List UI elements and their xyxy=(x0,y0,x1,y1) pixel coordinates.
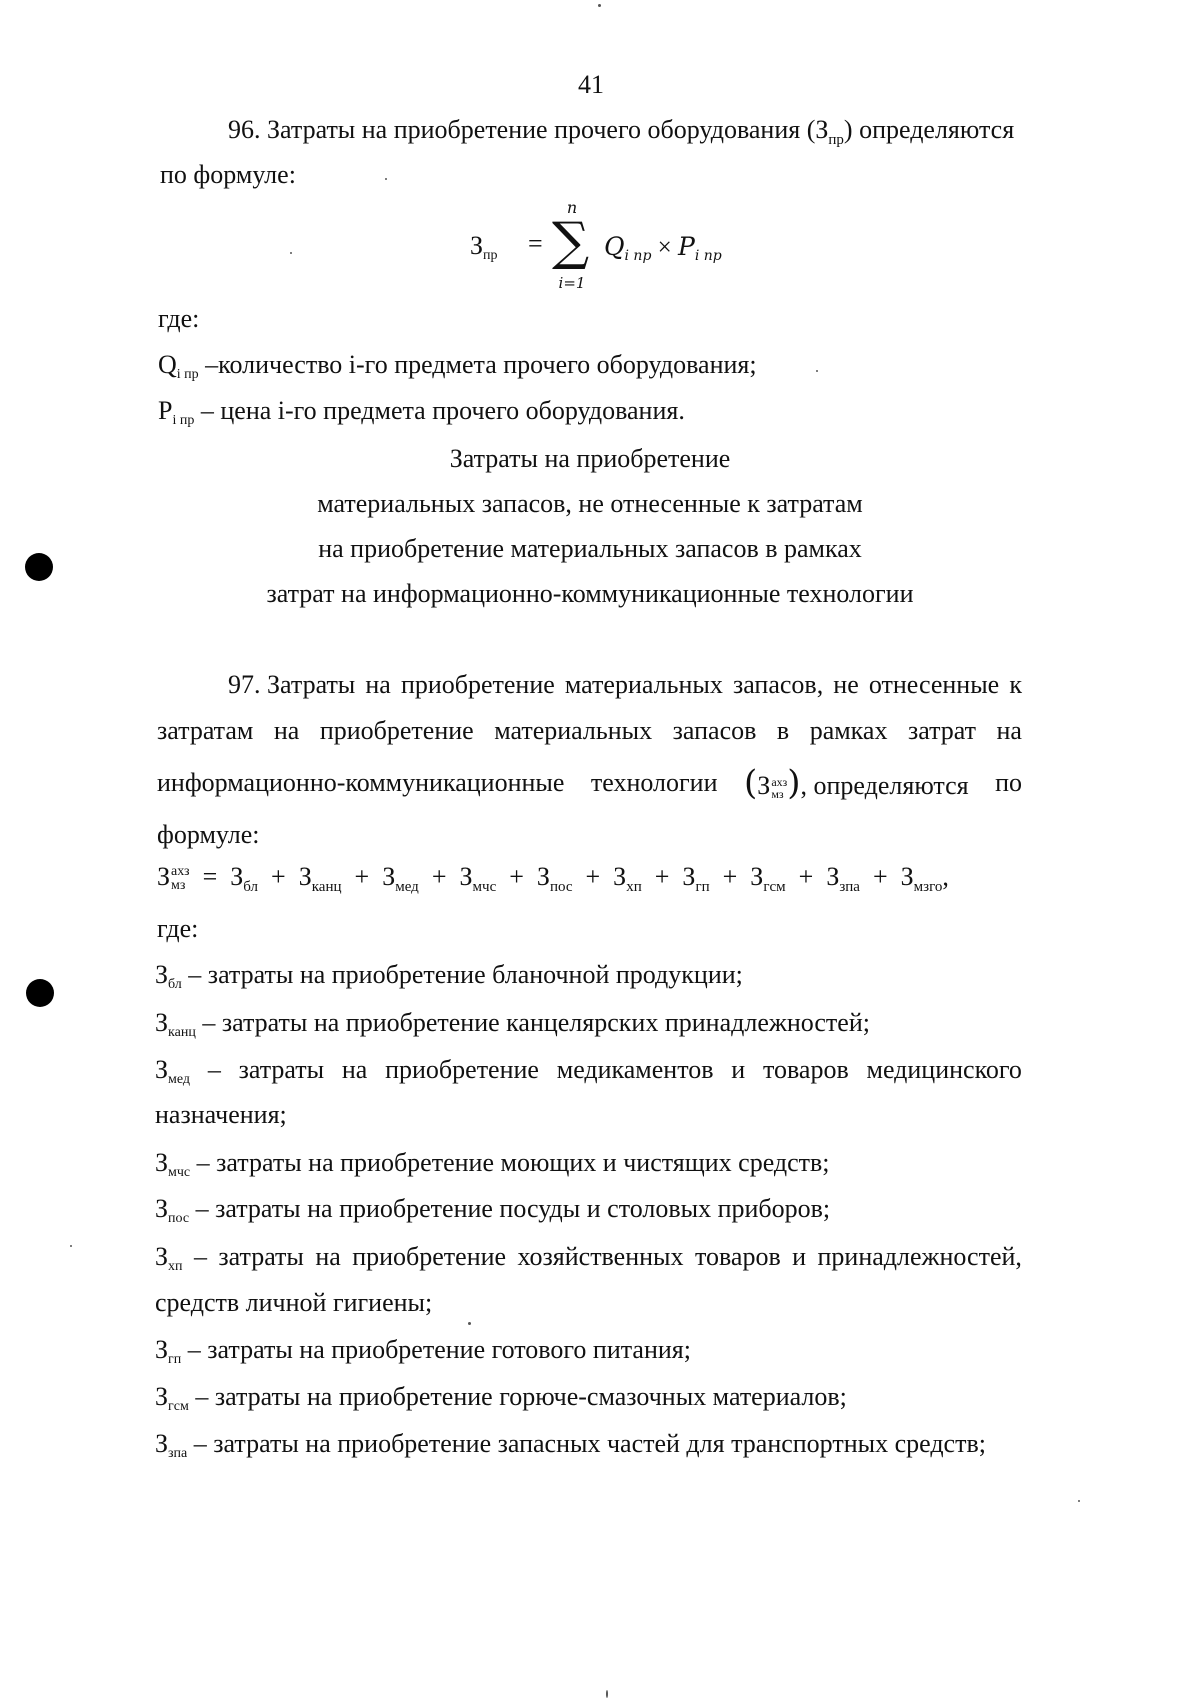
definition-pos: Зпос – затраты на приобретение посуды и столовых приборов; xyxy=(155,1194,831,1226)
definition-hp-continued: средств личной гигиены; xyxy=(155,1288,433,1317)
scan-speck xyxy=(290,252,292,254)
section-heading-line4: затрат на информационно-коммуникационные технологии xyxy=(266,579,914,608)
page-number: 41 xyxy=(578,70,604,99)
paragraph-97-line2: затратам на приобретение материальных запасов в рамках затрат на xyxy=(157,716,1022,745)
definition-gsm: Згсм – затраты на приобретение горюче-смазочных материалов; xyxy=(155,1382,847,1414)
punch-hole-bottom xyxy=(26,979,54,1007)
where-label-1: где: xyxy=(158,304,200,333)
paragraph-97-line3: информационно-коммуникационные технологии (З ахз мз ), определяются по xyxy=(157,763,1022,803)
definition-q: Qi пр –количество i-го предмета прочего оборудования; xyxy=(158,350,757,382)
definition-mchs: Змчс – затраты на приобретение моющих и чистящих средств; xyxy=(155,1148,830,1180)
scan-speck xyxy=(70,1245,72,1247)
where-label-2: где: xyxy=(157,914,199,943)
term-pos: $З_{пос}$ xyxy=(536,862,573,895)
definition-med-continued: назначения; xyxy=(155,1100,287,1129)
term-mzgo: $З_{мзго}$ xyxy=(900,862,943,895)
term-bl: $З_{бл}$ xyxy=(230,862,259,895)
term-kanc: $З_{канц}$ xyxy=(298,862,342,895)
paragraph-97-line4: формуле: xyxy=(157,820,260,849)
definition-hp: Зхп – затраты на приобретение хозяйственных товаров и принадлежностей, xyxy=(155,1242,1022,1274)
scan-speck xyxy=(598,4,601,7)
scan-speck xyxy=(1078,1500,1080,1502)
scan-speck xyxy=(606,1690,608,1698)
definition-gp: Згп – затраты на приобретение готового питания; xyxy=(155,1335,691,1367)
paragraph-96-line2: по формуле: xyxy=(160,160,296,189)
term-hp: $З_{хп}$ xyxy=(613,862,642,895)
section-heading-line3: на приобретение материальных запасов в рамках xyxy=(318,534,862,563)
formula-sum: Зпр = n ∑ i=1 $Q_{i пр} \times P_{i пр}$ xyxy=(470,198,722,292)
term-mchs: $З_{мчс}$ xyxy=(459,862,497,895)
term-gp: $З_{гп}$ xyxy=(682,862,710,895)
paragraph-96-line1: 96. Затраты на приобретение прочего оборудования $(З_{пр})$ определяются xyxy=(228,115,1015,148)
punch-hole-top xyxy=(25,553,53,581)
paragraph-97-line1: 97. Затраты на приобретение материальных запасов, не отнесенные к xyxy=(228,670,1022,699)
scan-speck xyxy=(468,1322,471,1325)
definition-p: Pi пр – цена i-го предмета прочего оборудования. xyxy=(158,396,685,428)
scan-speck xyxy=(816,370,818,372)
formula-total-costs: З ахз мз = $З_{бл} + З_{канц} + З_{мед} + З_{мчс} + З_{пос} + З_{хп} + З_{гп} + З_{гсм} + З_{зпа} + З_{мзго}$, xyxy=(157,862,949,895)
scan-speck xyxy=(385,178,387,180)
definition-med: Змед – затраты на приобретение медикаментов и товаров медицинского xyxy=(155,1055,1022,1087)
definition-kanc: Зканц – затраты на приобретение канцелярских принадлежностей; xyxy=(155,1008,870,1040)
section-heading-line2: материальных запасов, не отнесенные к затратам xyxy=(317,489,863,518)
term-zpa: $З_{зпа}$ xyxy=(826,862,860,895)
definition-zpa: Ззпа – затраты на приобретение запасных частей для транспортных средств; xyxy=(155,1429,986,1461)
term-med: $З_{мед}$ xyxy=(382,862,419,895)
term-gsm: $З_{гсм}$ xyxy=(750,862,786,895)
definition-bl: Збл – затраты на приобретение бланочной продукции; xyxy=(155,960,743,992)
section-heading-line1: Затраты на приобретение xyxy=(449,444,731,473)
